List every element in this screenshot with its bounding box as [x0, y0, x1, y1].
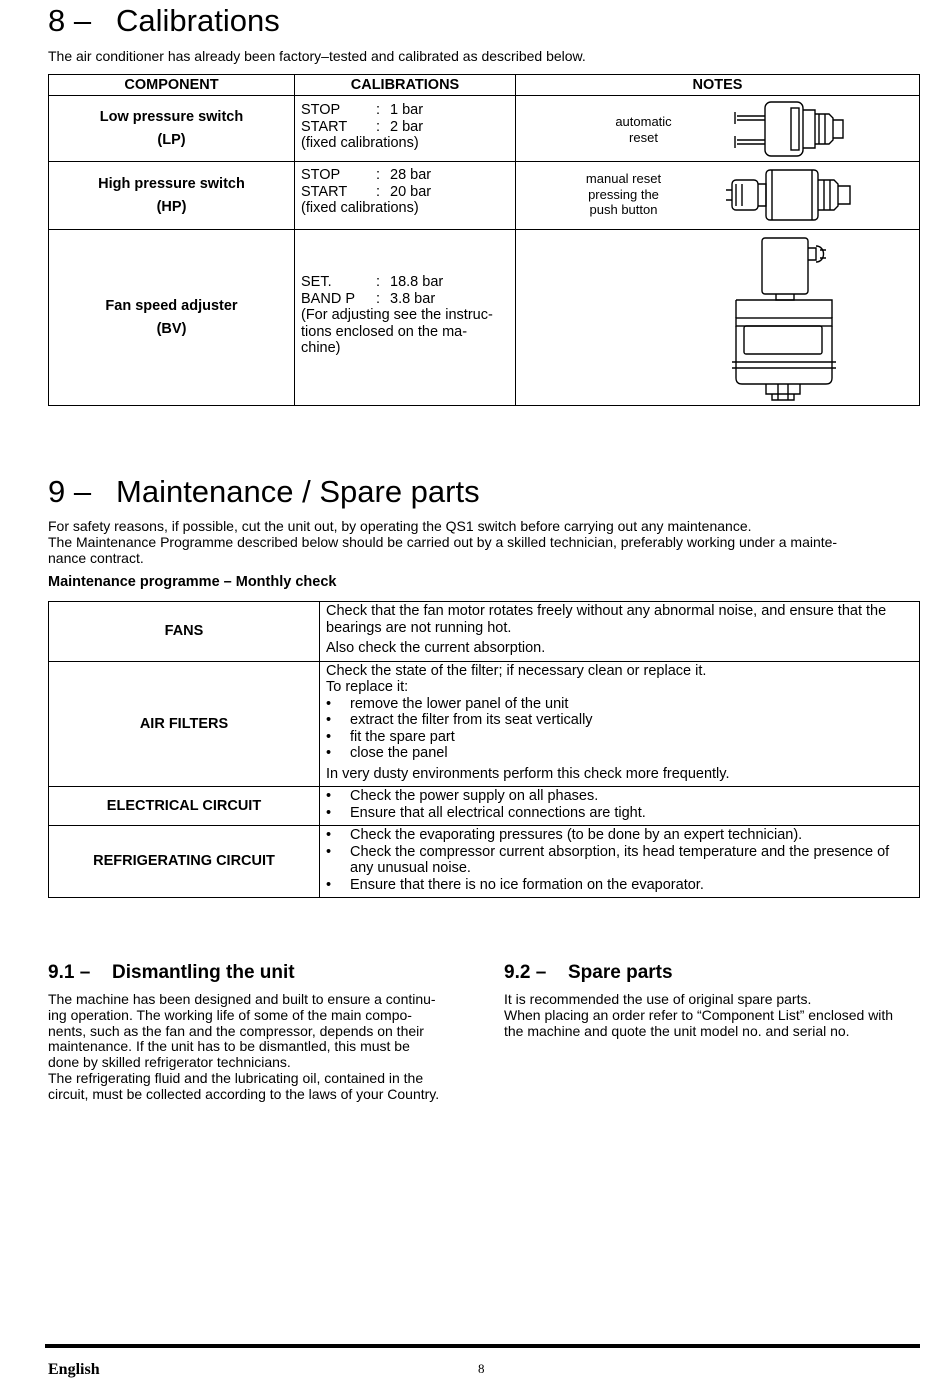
maintenance-text: Check that the fan motor rotates freely without any abnormal noise, and ensure that the bearings are not running hot. Also check the current absorption. — [320, 602, 920, 662]
calibrations-table — [48, 74, 920, 406]
component-name: High pressure switch — [98, 176, 245, 192]
maintenance-row — [49, 787, 920, 826]
footer-rule — [45, 1344, 920, 1348]
list-item: • fit the spare part — [326, 728, 455, 745]
component-cell — [49, 96, 295, 162]
note-text: automatic reset — [615, 114, 672, 145]
list-item: • Check the power supply on all phases. — [326, 788, 599, 804]
component-name: Fan speed adjuster — [105, 298, 238, 314]
section-8-heading: 8 – Calibrations — [48, 3, 280, 38]
calibration-cell: STOP : 1 bar START : 2 bar (fixed calibrations) — [295, 96, 516, 162]
subsection-9-2-heading: 9.2 – Spare parts — [504, 962, 673, 983]
list-item: • Check the compressor current absorption, its head temperature and the presence of any unusual noise. — [326, 843, 890, 876]
header-notes: NOTES — [516, 75, 920, 96]
page-number: 8 — [478, 1361, 485, 1376]
note-text: manual reset pressing the push button — [585, 171, 662, 217]
high-pressure-switch-drawing — [726, 164, 876, 226]
subsection-9-1-text: The machine has been designed and built to ensure a continu- ing operation. The working life of some of the main compo- nents, such as the fan and the compressor, depends on their maintenance. If the unit has to be dismantled, this must be done by skilled refrigerator technicians. The refrigerating fluid and the lubricating oil, contained in the circuit, must be collected according to the laws of your Country. — [48, 991, 440, 1102]
maintenance-row — [49, 602, 920, 662]
maintenance-programme-title: Maintenance programme – Monthly check — [48, 574, 337, 590]
list-item: • Ensure that all electrical connections are tight. — [326, 804, 646, 821]
notes-cell — [516, 96, 920, 162]
header-component: COMPONENT — [49, 75, 295, 96]
component-code: (LP) — [157, 131, 186, 148]
component-cell — [49, 162, 295, 230]
maintenance-table — [48, 601, 920, 898]
maintenance-text: Check the state of the filter; if necessary clean or replace it. To replace it: • remove the lower panel of the unit • extract the filter from its seat vertically • fit the spare part • close the panel In very dusty environments perform this check more frequently. — [320, 661, 920, 787]
maintenance-text — [320, 787, 920, 826]
maintenance-row — [49, 826, 920, 898]
subsection-9-2-text: It is recommended the use of original spare parts. When placing an order refer to “Component List” enclosed with the machine and quote the unit model no. and serial no. — [504, 991, 894, 1039]
calibrations-header-row — [49, 75, 920, 96]
maintenance-label: ELECTRICAL CIRCUIT — [49, 787, 320, 826]
list-item: • close the panel — [326, 745, 448, 761]
maintenance-text — [320, 826, 920, 898]
maintenance-label: AIR FILTERS — [49, 661, 320, 787]
maintenance-label: FANS — [49, 602, 320, 662]
low-pressure-switch-drawing — [731, 98, 871, 160]
component-cell — [49, 230, 295, 406]
calibration-row — [49, 96, 920, 162]
header-calibrations: CALIBRATIONS — [295, 75, 516, 96]
component-name: Low pressure switch — [99, 109, 244, 125]
notes-cell — [516, 162, 920, 230]
calibration-cell: STOP : 28 bar START : 20 bar (fixed calibrations) — [295, 162, 516, 230]
section-9-heading: 9 – Maintenance / Spare parts — [48, 474, 480, 509]
component-code: (BV) — [156, 320, 187, 337]
maintenance-row — [49, 661, 920, 787]
subsection-9-1-heading: 9.1 – Dismantling the unit — [48, 962, 295, 983]
calibration-row — [49, 230, 920, 406]
list-item: • Check the evaporating pressures (to be done by an expert technician). — [326, 827, 803, 843]
list-item: • remove the lower panel of the unit — [326, 695, 569, 712]
component-code: (HP) — [156, 198, 187, 215]
list-item: • extract the filter from its seat vertically — [326, 712, 593, 728]
notes-cell — [516, 230, 920, 406]
section-8-intro: The air conditioner has already been factory–tested and calibrated as described below. — [48, 48, 586, 64]
section-9-intro: For safety reasons, if possible, cut the unit out, by operating the QS1 switch before carrying out any maintenance. The Maintenance Programme described below should be carried out by a skilled technician, preferably working under a mainte- nance contract. — [48, 518, 838, 566]
footer-language: English — [48, 1361, 100, 1378]
list-item: • Ensure that there is no ice formation on the evaporator. — [326, 876, 704, 893]
calibration-cell: SET. : 18.8 bar BAND P : 3.8 bar (For adjusting see the instruc- tions enclosed on the ma- chine) — [295, 230, 516, 406]
fan-speed-adjuster-drawing — [728, 234, 838, 402]
maintenance-label: REFRIGERATING CIRCUIT — [49, 826, 320, 898]
calibration-row — [49, 162, 920, 230]
